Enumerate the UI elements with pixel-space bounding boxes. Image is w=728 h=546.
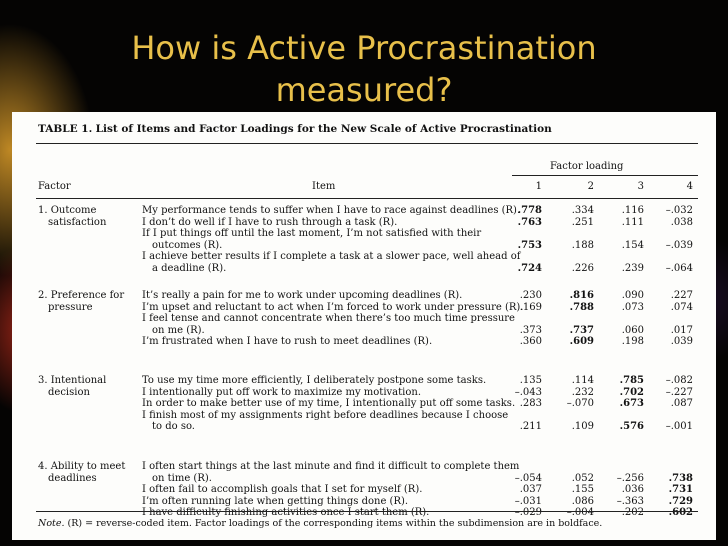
- table-note-text: (R) = reverse-coded item. Factor loadings of the corresponding items within the subdimension are in boldface.: [67, 518, 603, 529]
- loading-value: –.004: [566, 507, 594, 519]
- factor-column-header: Factor: [38, 181, 71, 192]
- loading-value: –.256: [616, 472, 644, 484]
- item-text: I’m upset and reluctant to act when I’m forced to work under pressure (R).: [142, 301, 524, 313]
- item-text: To use my time more efficiently, I deliberately postpone some tasks.: [142, 375, 487, 386]
- item-text: I often start things at the last minute and find it difficult to complete them: [142, 461, 520, 472]
- loading-value: .763: [517, 216, 542, 228]
- item-text: I intentionally put off work to maximize my motivation.: [142, 386, 421, 398]
- loading-value: –.001: [665, 421, 693, 433]
- item-text: I’m frustrated when I have to rush to meet deadlines (R).: [142, 336, 433, 348]
- loading-value: .731: [668, 484, 693, 496]
- loading-value: .086: [571, 495, 594, 507]
- bottom-rule: [36, 511, 698, 512]
- loading-value: .702: [619, 386, 644, 398]
- loading-value: .738: [668, 472, 693, 484]
- loading-value: .729: [668, 495, 693, 507]
- loading-value: .283: [519, 398, 542, 410]
- loading-value: .060: [621, 324, 644, 336]
- loading-value: –.064: [665, 263, 693, 274]
- factor-name: 4. Ability to meet: [38, 461, 126, 472]
- top-rule: [36, 143, 698, 144]
- loading-column-header-4: 4: [686, 181, 693, 192]
- item-text: I don’t do well if I have to rush through a task (R).: [142, 216, 398, 228]
- loading-value: .073: [621, 301, 644, 313]
- loading-value: .334: [571, 205, 594, 216]
- loading-value: .188: [571, 239, 594, 251]
- item-text: to do so.: [152, 421, 195, 433]
- loading-value: .373: [519, 324, 542, 336]
- loading-value: .036: [621, 484, 644, 496]
- loading-column-header-3: 3: [637, 181, 644, 192]
- table-note: [38, 518, 602, 529]
- loading-value: .169: [519, 301, 542, 313]
- item-text: outcomes (R).: [152, 239, 223, 251]
- loading-value: .090: [621, 290, 644, 301]
- item-text: My performance tends to suffer when I have to race against deadlines (R).: [142, 205, 521, 216]
- table-caption-label: TABLE 1.: [38, 123, 93, 135]
- item-text: I achieve better results if I complete a task at a slower pace, well ahead of: [142, 251, 521, 263]
- factor-name: deadlines: [48, 472, 97, 484]
- loading-value: .673: [619, 398, 644, 410]
- slide-title: [60, 27, 668, 111]
- loading-value: .360: [519, 336, 542, 348]
- loading-column-header-1: 1: [535, 181, 542, 192]
- loading-value: –.363: [616, 495, 644, 507]
- loading-value: .576: [619, 421, 644, 433]
- factor-name: decision: [48, 386, 90, 398]
- loading-value: .251: [571, 216, 594, 228]
- item-text: I have difficulty finishing activities once I start them (R).: [142, 507, 430, 519]
- group-header-rule: [512, 175, 698, 176]
- loading-value: .154: [621, 239, 644, 251]
- loading-value: .052: [571, 472, 594, 484]
- loading-value: .111: [621, 216, 644, 228]
- loading-value: .114: [571, 375, 594, 386]
- item-text: I’m often running late when getting things done (R).: [142, 495, 409, 507]
- factor-name: 2. Preference for: [38, 290, 125, 301]
- factor-name: 1. Outcome: [38, 205, 97, 216]
- loading-value: –.070: [566, 398, 594, 410]
- loading-value: .785: [619, 375, 644, 386]
- factor-name: satisfaction: [48, 216, 107, 228]
- header-rule: [36, 198, 698, 199]
- loading-value: .227: [670, 290, 693, 301]
- loading-value: .737: [569, 324, 594, 336]
- loading-value: .753: [517, 239, 542, 251]
- loading-value: .211: [519, 421, 542, 433]
- loading-value: –.031: [514, 495, 542, 507]
- item-text: a deadline (R).: [152, 263, 227, 274]
- loading-value: .087: [670, 398, 693, 410]
- loading-value: .226: [571, 263, 594, 274]
- loading-value: .038: [670, 216, 693, 228]
- item-text: If I put things off until the last moment, I’m not satisfied with their: [142, 228, 482, 240]
- item-text: It’s really a pain for me to work under upcoming deadlines (R).: [142, 290, 463, 301]
- loading-value: .230: [519, 290, 542, 301]
- loading-value: .609: [569, 336, 594, 348]
- loading-value: .116: [621, 205, 644, 216]
- table-caption-text: List of Items and Factor Loadings for the New Scale of Active Procrastination: [95, 123, 552, 135]
- loading-column-header-2: 2: [587, 181, 594, 192]
- loading-value: .724: [517, 263, 542, 274]
- loading-value: .602: [668, 507, 693, 519]
- item-text: on time (R).: [152, 472, 212, 484]
- loading-value: .037: [519, 484, 542, 496]
- table-note-label: Note.: [38, 518, 65, 529]
- loading-value: .239: [621, 263, 644, 274]
- loading-value: .109: [571, 421, 594, 433]
- loading-value: –.227: [665, 386, 693, 398]
- loading-value: –.032: [665, 205, 693, 216]
- item-text: I finish most of my assignments right before deadlines because I choose: [142, 409, 509, 421]
- loading-value: –.082: [665, 375, 693, 386]
- loading-value: .778: [517, 205, 542, 216]
- loading-value: –.039: [665, 239, 693, 251]
- loading-value: .017: [670, 324, 693, 336]
- loading-value: .155: [571, 484, 594, 496]
- loading-value: .198: [621, 336, 644, 348]
- loading-value: .039: [670, 336, 693, 348]
- factor-name: pressure: [48, 301, 93, 313]
- factor-loading-header: Factor loading: [550, 161, 624, 172]
- loading-value: .816: [569, 290, 594, 301]
- factor-name: 3. Intentional: [38, 375, 107, 386]
- item-column-header: Item: [312, 181, 336, 192]
- loading-value: .202: [621, 507, 644, 519]
- loading-value: –.043: [514, 386, 542, 398]
- item-text: I often fail to accomplish goals that I set for myself (R).: [142, 484, 423, 496]
- loading-value: .074: [670, 301, 693, 313]
- item-text: In order to make better use of my time, I intentionally put off some tasks.: [142, 398, 516, 410]
- table-caption: [38, 123, 552, 135]
- table-image: [12, 112, 716, 540]
- loading-value: .232: [571, 386, 594, 398]
- item-text: on me (R).: [152, 324, 205, 336]
- slide-title-line-1: How is Active Procrastination: [131, 29, 597, 67]
- item-text: I feel tense and cannot concentrate when there’s too much time pressure: [142, 313, 515, 325]
- loading-value: –.054: [514, 472, 542, 484]
- loading-value: –.029: [514, 507, 542, 519]
- slide-title-line-2: measured?: [275, 71, 453, 109]
- loading-value: .788: [569, 301, 594, 313]
- loading-value: .135: [519, 375, 542, 386]
